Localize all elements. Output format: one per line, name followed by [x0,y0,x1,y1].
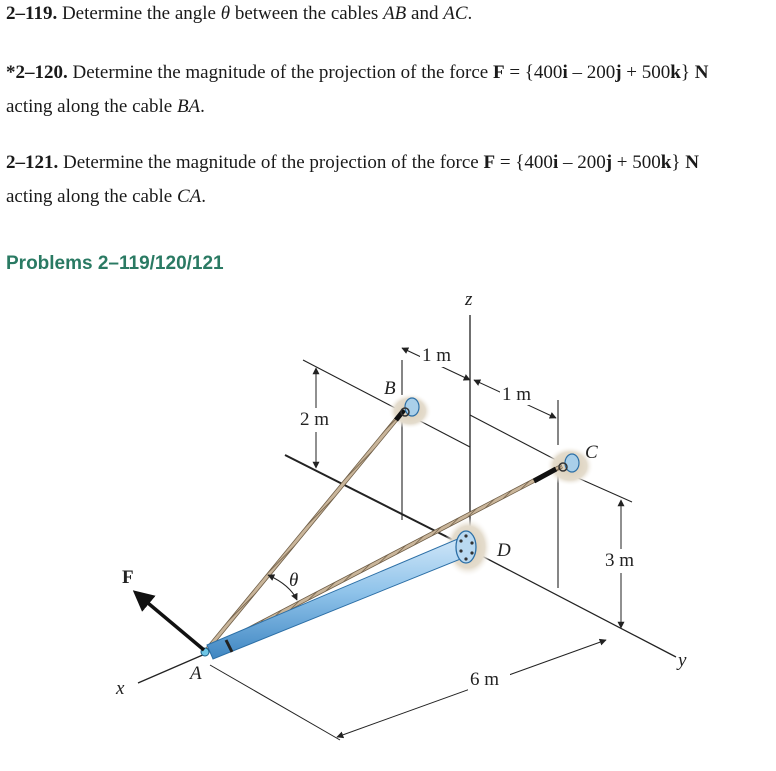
problem-text: Determine the magnitude of the projection of the force [63,152,484,173]
label-b: B [384,378,396,399]
label-y: y [678,650,687,671]
problem-text: acting along the cable [6,96,177,117]
theta-symbol: θ [220,3,231,24]
force-arrow [136,593,204,650]
cable-ac: AC [443,3,468,24]
force-expr: + 500 [612,152,661,173]
unit-vector-i: i [552,152,559,173]
problem-text: . [201,186,206,207]
unit-vector-k: k [660,152,672,173]
force-unit: N [685,152,699,173]
label-f: F [122,567,134,588]
y-axis [480,555,676,657]
force-expr: + 500 [621,62,671,83]
problem-text: and [406,3,444,24]
cable-ba: BA [176,96,201,117]
unit-vector-j: j [605,152,613,173]
force-expr: = {400 [504,62,563,83]
label-z: z [465,289,473,310]
force-expr: } [671,152,686,173]
force-expr: – 200 [567,62,616,83]
label-theta: θ [289,570,299,591]
force-expr: } [680,62,695,83]
problem-text: . [467,3,473,24]
problem-number: 2–119. [6,3,58,24]
problem-text: . [200,96,205,117]
force-symbol: F [492,62,505,83]
problem-text: acting along the cable [6,186,177,207]
dim-label-3m: 3 m [605,550,635,571]
force-symbol: F [483,152,496,173]
cable-ca: CA [176,186,202,207]
problem-text: Determine the angle [61,3,221,24]
unit-vector-j: j [615,62,622,83]
cable-ab: AB [383,3,407,24]
label-c: C [585,442,598,463]
label-x: x [116,678,125,699]
problem-number: 2–121. [6,152,59,173]
unit-vector-i: i [562,62,568,83]
dim-6m-ext-a [210,665,340,740]
force-expr: – 200 [558,152,606,173]
label-d: D [497,540,511,561]
force-expr: = {400 [495,152,553,173]
dim-label-1m-right: 1 m [502,384,532,405]
dim-label-6m: 6 m [470,669,500,690]
problem-text: between the cables [230,3,384,24]
force-unit: N [694,62,709,83]
unit-vector-k: k [670,62,681,83]
dim-label-1m-left: 1 m [422,345,452,366]
figure-caption: Problems 2–119/120/121 [6,253,224,274]
dim-label-2m: 2 m [300,409,330,430]
problem-number: *2–120. [6,62,68,83]
ref-line-c [470,415,558,461]
problem-text: Determine the magnitude of the projection of the force [72,62,493,83]
label-a: A [190,663,202,684]
